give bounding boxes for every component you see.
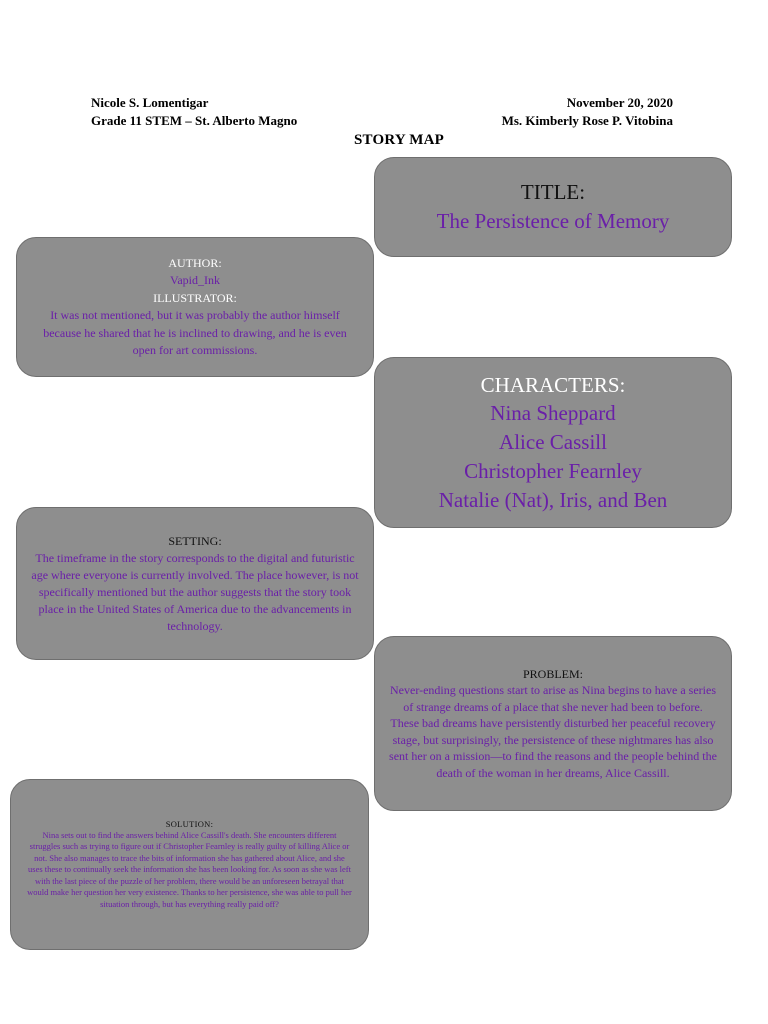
submission-date: November 20, 2020: [566, 95, 673, 110]
illustrator-text: It was not mentioned, but it was probably the author himself because he shared that he is inclined to drawing, and he is even open for art commissions.: [43, 308, 347, 357]
story-title: The Persistence of Memory: [436, 209, 670, 233]
setting-label: SETTING:: [168, 533, 222, 548]
setting-text: The timeframe in the story corresponds to the digital and futuristic age where everyone is currently involved. The place however, is not specifically mentioned but the author suggests that the story took place in the United States of America due to the advancements in technology.: [31, 550, 359, 633]
characters-label: CHARACTERS:: [480, 372, 626, 397]
character-name: Christopher Fearnley: [464, 458, 642, 483]
problem-label: PROBLEM:: [522, 666, 583, 681]
character-name: Alice Cassill: [499, 429, 607, 454]
page-title: STORY MAP: [353, 132, 445, 148]
characters-box: [374, 357, 732, 528]
setting-box: [16, 507, 374, 660]
solution-label: SOLUTION:: [165, 818, 214, 829]
character-name: Natalie (Nat), Iris, and Ben: [438, 487, 668, 512]
title-label: TITLE:: [520, 180, 586, 204]
title-box: [374, 157, 732, 257]
author-name: Vapid_Ink: [170, 273, 220, 287]
character-name: Nina Sheppard: [490, 400, 616, 425]
grade-section: Grade 11 STEM – St. Alberto Magno: [91, 113, 298, 128]
author-label: AUTHOR:: [168, 255, 222, 270]
solution-box: [10, 779, 369, 950]
student-name: Nicole S. Lomentigar: [91, 95, 209, 110]
problem-text: Never-ending questions start to arise as Nina begins to have a series of strange dreams of a place that she never had been to before. These bad dreams have persistently disturbed her peaceful recovery stage, but surprisingly, the persistence of these nightmares has also sent her on a mission—to find the reasons and the people behind the death of the woman in her dreams, Alice Cassill.: [389, 683, 717, 780]
student-info: [91, 94, 297, 130]
author-box: [16, 237, 374, 377]
illustrator-label: ILLUSTRATOR:: [153, 290, 237, 305]
problem-box: [374, 636, 732, 811]
solution-text: Nina sets out to find the answers behind Alice Cassill's death. She encounters different struggles such as trying to figure out if Christopher Fearnley is really guilty of killing Alice or not. She also manages to trace the bits of information she has gathered about Alice, and she uses these to continually seek the information she has been looking for. As soon as she was left with the last piece of the puzzle of her problem, there would be an unforeseen betrayal that would make her question her very existence. Thanks to her persistence, she was able to pull her situation through, but has everything really paid off?: [27, 829, 352, 909]
submission-info: [502, 94, 673, 130]
teacher-name: Ms. Kimberly Rose P. Vitobina: [501, 113, 673, 128]
